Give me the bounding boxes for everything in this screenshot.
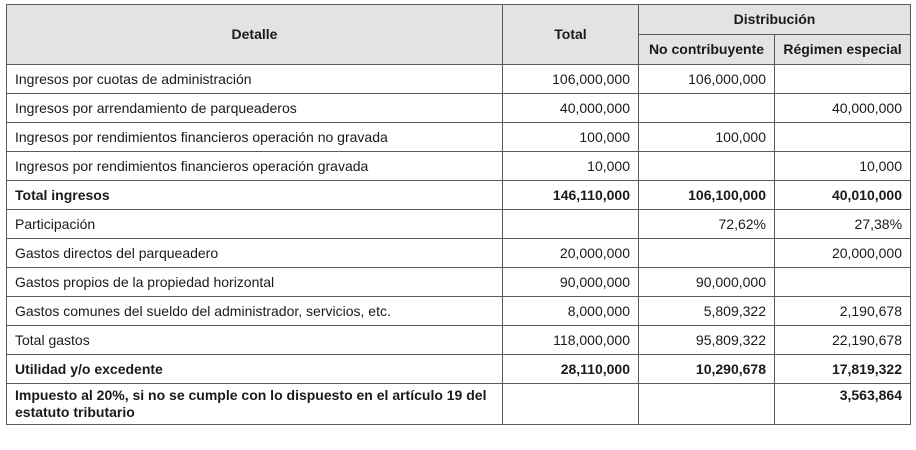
table-row bbox=[7, 123, 911, 152]
header-regimen-especial: Régimen especial bbox=[775, 35, 911, 65]
table-row-total-gastos bbox=[7, 326, 911, 355]
cell-total: 90,000,000 bbox=[503, 268, 639, 297]
distribution-table-container bbox=[6, 4, 911, 425]
cell-regimen-especial: 2,190,678 bbox=[775, 297, 911, 326]
cell-detalle: Ingresos por cuotas de administración bbox=[7, 65, 503, 94]
table-row bbox=[7, 239, 911, 268]
header-no-contribuyente: No contribuyente bbox=[639, 35, 775, 65]
table-row bbox=[7, 152, 911, 181]
cell-no-contribuyente: 106,000,000 bbox=[639, 65, 775, 94]
cell-detalle: Ingresos por arrendamiento de parqueaderos bbox=[7, 94, 503, 123]
table-row-total-ingresos bbox=[7, 181, 911, 210]
cell-total: 146,110,000 bbox=[503, 181, 639, 210]
cell-detalle: Total gastos bbox=[7, 326, 503, 355]
header-total: Total bbox=[503, 5, 639, 65]
cell-detalle: Total ingresos bbox=[7, 181, 503, 210]
cell-detalle: Gastos propios de la propiedad horizontal bbox=[7, 268, 503, 297]
cell-regimen-especial: 17,819,322 bbox=[775, 355, 911, 384]
cell-no-contribuyente: 106,100,000 bbox=[639, 181, 775, 210]
cell-regimen-especial: 20,000,000 bbox=[775, 239, 911, 268]
header-detalle: Detalle bbox=[7, 5, 503, 65]
table-row bbox=[7, 268, 911, 297]
cell-regimen-especial: 10,000 bbox=[775, 152, 911, 181]
cell-regimen-especial: 3,563,864 bbox=[775, 384, 911, 425]
distribution-table bbox=[6, 4, 911, 425]
table-body bbox=[7, 65, 911, 425]
cell-detalle: Ingresos por rendimientos financieros operación no gravada bbox=[7, 123, 503, 152]
cell-no-contribuyente bbox=[639, 152, 775, 181]
cell-total: 40,000,000 bbox=[503, 94, 639, 123]
cell-no-contribuyente bbox=[639, 94, 775, 123]
cell-total bbox=[503, 384, 639, 425]
cell-regimen-especial: 22,190,678 bbox=[775, 326, 911, 355]
cell-total: 28,110,000 bbox=[503, 355, 639, 384]
cell-no-contribuyente bbox=[639, 384, 775, 425]
cell-detalle: Gastos directos del parqueadero bbox=[7, 239, 503, 268]
cell-no-contribuyente: 95,809,322 bbox=[639, 326, 775, 355]
table-row-impuesto bbox=[7, 384, 911, 425]
cell-no-contribuyente: 10,290,678 bbox=[639, 355, 775, 384]
cell-total: 10,000 bbox=[503, 152, 639, 181]
cell-total bbox=[503, 210, 639, 239]
cell-no-contribuyente: 100,000 bbox=[639, 123, 775, 152]
header-distribucion: Distribución bbox=[639, 5, 911, 35]
table-row bbox=[7, 210, 911, 239]
cell-regimen-especial bbox=[775, 65, 911, 94]
cell-detalle: Ingresos por rendimientos financieros operación gravada bbox=[7, 152, 503, 181]
table-row-utilidad bbox=[7, 355, 911, 384]
table-header bbox=[7, 5, 911, 65]
cell-no-contribuyente: 90,000,000 bbox=[639, 268, 775, 297]
cell-regimen-especial: 40,000,000 bbox=[775, 94, 911, 123]
table-row bbox=[7, 94, 911, 123]
cell-detalle: Gastos comunes del sueldo del administrador, servicios, etc. bbox=[7, 297, 503, 326]
table-row bbox=[7, 65, 911, 94]
cell-regimen-especial bbox=[775, 268, 911, 297]
cell-total: 20,000,000 bbox=[503, 239, 639, 268]
cell-total: 8,000,000 bbox=[503, 297, 639, 326]
cell-total: 118,000,000 bbox=[503, 326, 639, 355]
cell-detalle: Impuesto al 20%, si no se cumple con lo dispuesto en el artículo 19 del estatuto tributario bbox=[7, 384, 503, 425]
cell-regimen-especial: 27,38% bbox=[775, 210, 911, 239]
cell-no-contribuyente: 72,62% bbox=[639, 210, 775, 239]
cell-detalle: Utilidad y/o excedente bbox=[7, 355, 503, 384]
cell-detalle: Participación bbox=[7, 210, 503, 239]
cell-total: 100,000 bbox=[503, 123, 639, 152]
cell-no-contribuyente: 5,809,322 bbox=[639, 297, 775, 326]
cell-regimen-especial bbox=[775, 123, 911, 152]
table-row bbox=[7, 297, 911, 326]
cell-no-contribuyente bbox=[639, 239, 775, 268]
cell-total: 106,000,000 bbox=[503, 65, 639, 94]
cell-regimen-especial: 40,010,000 bbox=[775, 181, 911, 210]
